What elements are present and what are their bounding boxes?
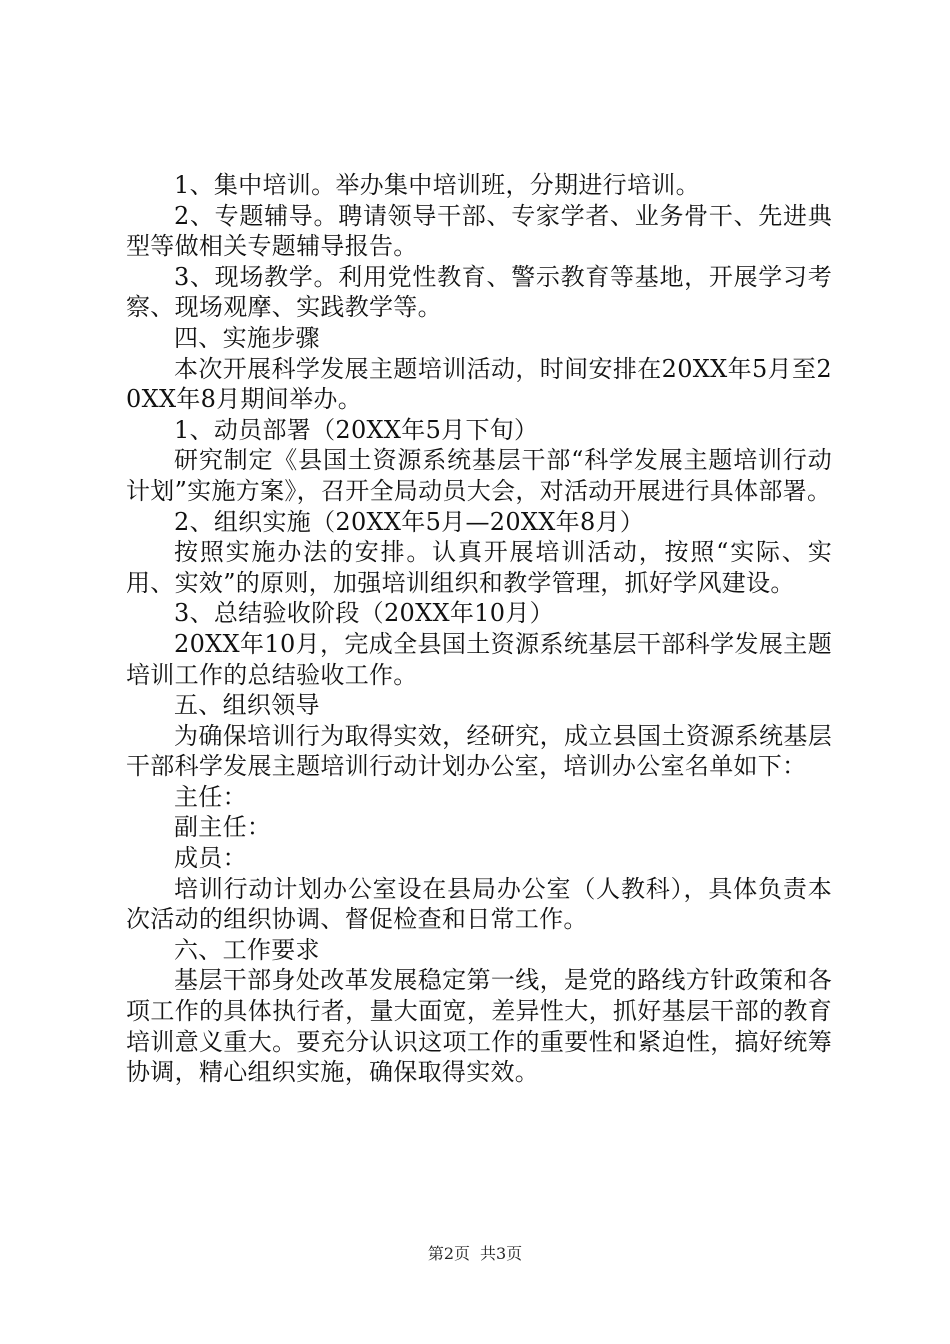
- paragraph-training-centralized: 1、集中培训。举办集中培训班，分期进行培训。: [174, 171, 700, 199]
- section-heading-requirements: 六、工作要求: [174, 935, 320, 964]
- paragraph-acceptance: 20XX年10月，完成全县国土资源系统基层干部科学发展主题培训工作的总结验收工作。: [126, 629, 832, 689]
- paragraph-mobilization: 研究制定《县国土资源系统基层干部“科学发展主题培训行动计划”实施方案》，召开全局动员大会，对活动开展进行具体部署。: [126, 446, 832, 505]
- list-item-deputy-director: 副主任：: [174, 813, 272, 842]
- step-heading-acceptance: 3、总结验收阶段（20XX年10月）: [174, 599, 554, 628]
- page-footer: [0, 1244, 950, 1264]
- paragraph-training-lectures: 2、专题辅导。聘请领导干部、专家学者、业务骨干、先进典型等做相关专题辅导报告。: [126, 201, 832, 261]
- section-heading-leadership: 五、组织领导: [174, 691, 320, 720]
- paragraph-implementation: 按照实施办法的安排。认真开展培训活动，按照“实际、实用、实效”的原则，加强培训组织和教学管理，抓好学风建设。: [126, 538, 832, 597]
- list-item-members: 成员：: [174, 844, 247, 873]
- page-total: 共3页: [480, 1244, 523, 1263]
- paragraph-training-onsite: 3、现场教学。利用党性教育、警示教育等基地，开展学习考察、现场观摩、实践教学等。: [126, 262, 832, 322]
- paragraph-office-location: 培训行动计划办公室设在县局办公室（人教科），具体负责本次活动的组织协调、督促检查和日常工作。: [126, 874, 832, 934]
- paragraph-requirements: 基层干部身处改革发展稳定第一线，是党的路线方针政策和各项工作的具体执行者，量大面宽，差异性大，抓好基层干部的教育培训意义重大。要充分认识这项工作的重要性和紧迫性，搞好统筹协调，精心组织实施，确保取得实效。: [126, 966, 832, 1087]
- page-number: 第2页: [427, 1244, 470, 1263]
- document-body: [126, 170, 832, 1088]
- step-heading-implementation: 2、组织实施（20XX年5月—20XX年8月）: [174, 507, 645, 536]
- paragraph-schedule: 本次开展科学发展主题培训活动，时间安排在20XX年5月至20XX年8月期间举办。: [126, 354, 832, 414]
- list-item-director: 主任：: [174, 782, 247, 811]
- step-heading-mobilization: 1、动员部署（20XX年5月下旬）: [174, 415, 539, 444]
- paragraph-office-setup: 为确保培训行为取得实效，经研究，成立县国土资源系统基层干部科学发展主题培训行动计划办公室，培训办公室名单如下：: [126, 721, 832, 781]
- section-heading-steps: 四、实施步骤: [174, 323, 320, 352]
